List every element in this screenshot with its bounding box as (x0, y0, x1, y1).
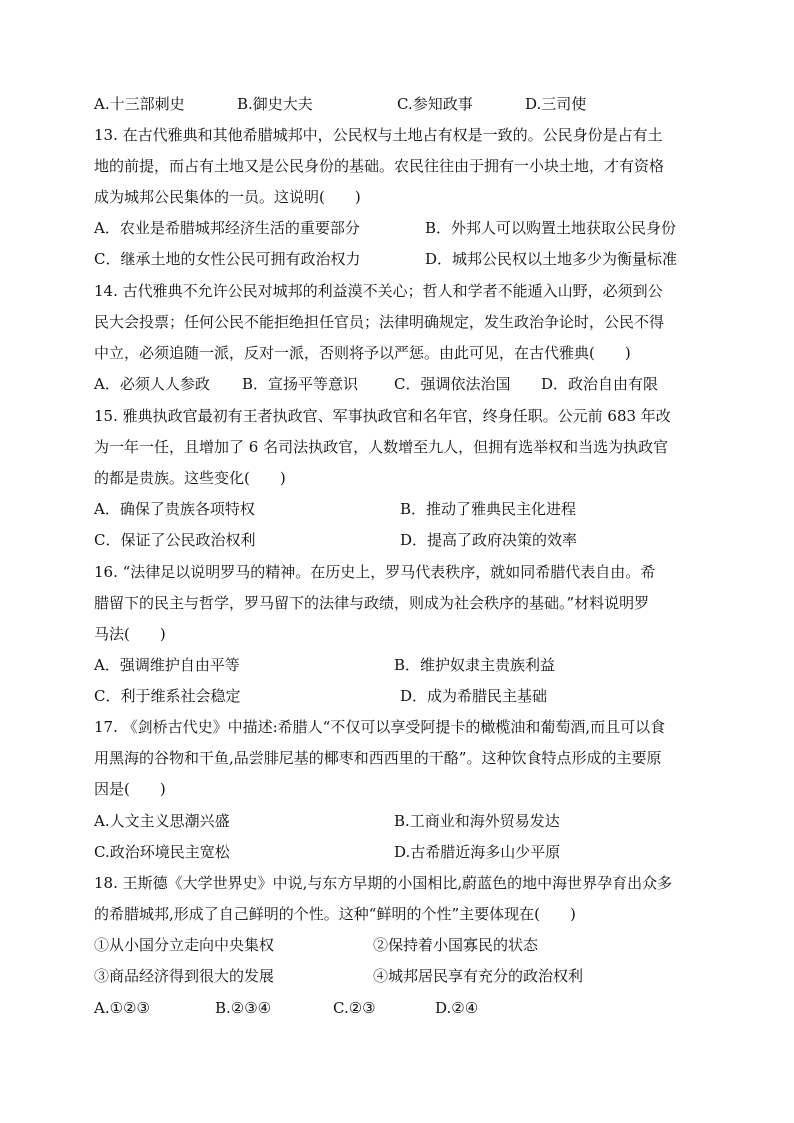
q18-statement-1: ①从小国分立走向中央集权 (94, 936, 275, 954)
q13-option-a[interactable]: A．农业是希腊城邦经济生活的重要部分 (94, 219, 360, 237)
q14-stem-line-3: 中立，必须追随一派，反对一派，否则将予以严惩。由此可见，在古代雅典( ) (94, 344, 631, 362)
q13-stem-line-1: 13. 在古代雅典和其他希腊城邦中，公民权与土地占有权是一致的。公民身份是占有土 (94, 126, 663, 144)
q15-option-c[interactable]: C．保证了公民政治权利 (94, 531, 256, 549)
q17-stem-line-3: 因是( ) (94, 780, 166, 798)
q15-stem-line-2: 为一年一任，且增加了 6 名司法执政官，人数增至九人，但拥有选举权和当选为执政官 (94, 438, 669, 456)
q18-statement-2: ②保持着小国寡民的状态 (373, 936, 539, 954)
q17-option-c[interactable]: C.政治环境民主宽松 (94, 843, 230, 861)
q14-option-c[interactable]: C．强调依法治国 (394, 375, 511, 393)
q15-stem-line-3: 的都是贵族。这些变化( ) (94, 469, 286, 487)
q14-option-d[interactable]: D．政治自由有限 (541, 375, 659, 393)
q14-stem-line-1: 14. 古代雅典不允许公民对城邦的利益漠不关心；哲人和学者不能遁入山野，必须到公 (94, 282, 663, 300)
q12-option-a[interactable]: A.十三部刺史 (94, 95, 185, 113)
q17-option-d[interactable]: D.古希腊近海多山少平原 (394, 843, 561, 861)
q18-option-c[interactable]: C.②③ (333, 999, 376, 1017)
q18-option-d[interactable]: D.②④ (435, 999, 479, 1017)
q17-option-b[interactable]: B.工商业和海外贸易发达 (394, 812, 560, 830)
q13-option-d[interactable]: D．城邦公民权以土地多少为衡量标准 (425, 250, 678, 268)
q12-option-c[interactable]: C.参知政事 (397, 95, 473, 113)
q15-option-a[interactable]: A．确保了贵族各项特权 (94, 500, 255, 518)
q16-stem-line-1: 16. “法律足以说明罗马的精神。在历史上，罗马代表秩序，就如同希腊代表自由。希 (94, 563, 656, 581)
q18-stem-line-2: 的希腊城邦,形成了自己鲜明的个性。这种“鲜明的个性”主要体现在( ) (94, 905, 576, 923)
q13-option-b[interactable]: B．外邦人可以购置土地获取公民身份 (425, 219, 677, 237)
q17-option-a[interactable]: A.人文主义思潮兴盛 (94, 812, 230, 830)
q16-stem-line-2: 腊留下的民主与哲学，罗马留下的法律与政绩，则成为社会秩序的基础。”材料说明罗 (94, 594, 650, 612)
q12-option-b[interactable]: B.御史大夫 (237, 95, 313, 113)
q17-stem-line-1: 17. 《剑桥古代史》中描述:希腊人“不仅可以享受阿提卡的橄榄油和葡萄酒,而且可以食 (94, 718, 666, 736)
q14-option-b[interactable]: B．宣扬平等意识 (242, 375, 359, 393)
q15-option-d[interactable]: D．提高了政府决策的效率 (400, 531, 578, 549)
q12-option-d[interactable]: D.三司使 (525, 95, 587, 113)
q18-option-a[interactable]: A.①②③ (94, 999, 150, 1017)
q16-option-c[interactable]: C．利于维系社会稳定 (94, 687, 241, 705)
q13-stem-line-3: 成为城邦公民集体的一员。这说明( ) (94, 188, 361, 206)
q13-stem-line-2: 地的前提，而占有土地又是公民身份的基础。农民往往由于拥有一小块土地，才有资格 (94, 157, 665, 175)
q16-option-d[interactable]: D．成为希腊民主基础 (400, 687, 548, 705)
q16-option-a[interactable]: A．强调维护自由平等 (94, 656, 240, 674)
q14-option-a[interactable]: A．必须人人参政 (94, 375, 210, 393)
q13-option-c[interactable]: C．继承土地的女性公民可拥有政治权力 (94, 250, 361, 268)
q18-statement-3: ③商品经济得到很大的发展 (94, 967, 275, 985)
q17-stem-line-2: 用黑海的谷物和干鱼,品尝腓尼基的椰枣和西西里的干酪”。这种饮食特点形成的主要原 (94, 749, 662, 767)
q16-stem-line-3: 马法( ) (94, 625, 166, 643)
q18-statement-4: ④城邦居民享有充分的政治权利 (373, 967, 584, 985)
q15-stem-line-1: 15. 雅典执政官最初有王者执政官、军事执政官和名年官，终身任职。公元前 683 年改 (94, 407, 671, 425)
q15-option-b[interactable]: B．推动了雅典民主化进程 (400, 500, 577, 518)
q14-stem-line-2: 民大会投票；任何公民不能拒绝担任官员；法律明确规定，发生政治争论时，公民不得 (94, 313, 665, 331)
q16-option-b[interactable]: B．维护奴隶主贵族利益 (394, 656, 556, 674)
q18-option-b[interactable]: B.②③④ (215, 999, 272, 1017)
q18-stem-line-1: 18. 王斯德《大学世界史》中说,与东方早期的小国相比,蔚蓝色的地中海世界孕育出众多 (94, 874, 673, 892)
